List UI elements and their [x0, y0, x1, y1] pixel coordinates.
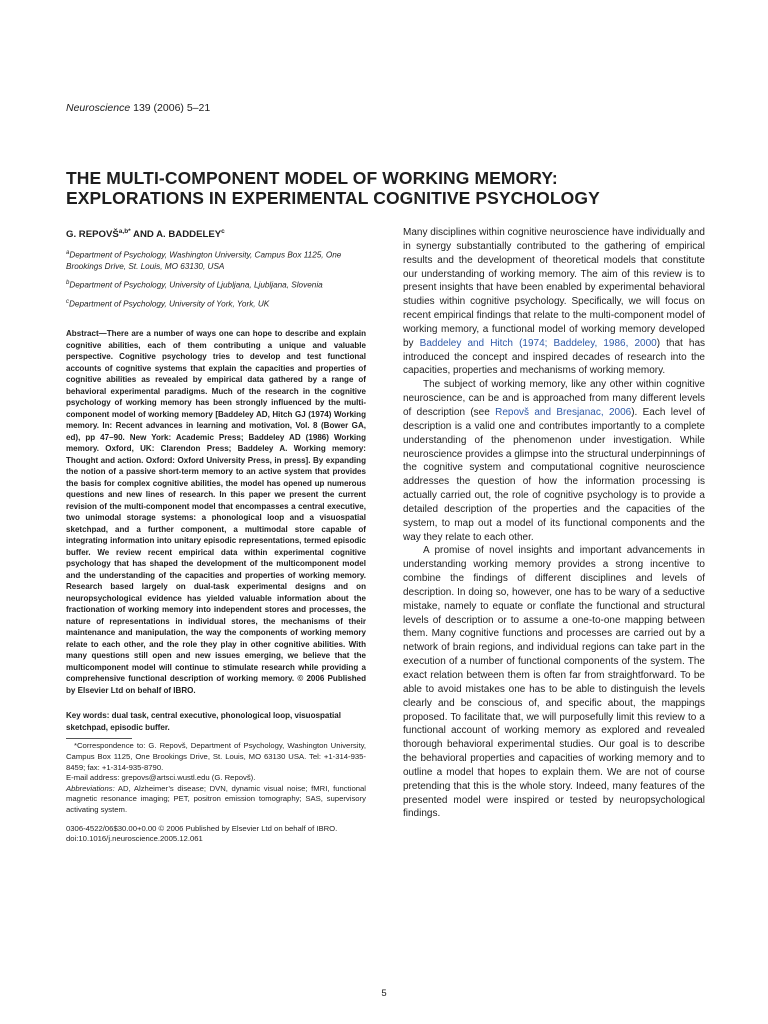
body-paragraph-1: [403, 226, 705, 378]
affiliation-marker: a: [66, 250, 70, 257]
citation-link-repovs-bresjanac-2006[interactable]: Repovš and Bresjanac, 2006: [495, 406, 632, 418]
left-column: [66, 226, 366, 845]
email-note: E-mail address: grepovs@artsci.wustl.edu (G. Repovš).: [66, 773, 256, 783]
journal-citation: [66, 102, 210, 115]
affiliation-marker: c: [66, 298, 69, 305]
citation-link-baddeley-1986-2000[interactable]: Baddeley, 1986, 2000: [553, 337, 657, 349]
affiliation-a: [66, 248, 366, 272]
page-number: 5: [381, 988, 387, 999]
citation-link-baddeley-hitch-1974[interactable]: Baddeley and Hitch (1974;: [419, 337, 548, 349]
journal-name: Neuroscience: [66, 102, 131, 114]
issn-copyright-line: 0306-4522/06$30.00+0.00 © 2006 Published by Elsevier Ltd on behalf of IBRO.: [66, 823, 338, 833]
journal-volume-pages: 139 (2006) 5–21: [133, 102, 211, 114]
footnote-divider: [66, 738, 132, 739]
abbreviations-note: [66, 784, 366, 816]
author-list: [66, 226, 366, 241]
affiliation-b: [66, 278, 366, 291]
author-baddeley: AND A. BADDELEY: [130, 229, 222, 241]
body-paragraph-3: A promise of novel insights and important advancements in understanding working memory provides a strong incentive to combine the findings of different disciplines and levels of description. In doing so, however, one has to be wary of a seductive mistake, namely to equate or conflate the functional and structural levels of description or to assume a one-to-one mapping between them. Many cognitive functions and processes are carried out by a network of brain regions, and individual regions can take part in the execution of a number of functional components of the system. The exact relation between them is often far from straightforward. To be able to avoid mistakes one has to be able to distinguish the levels clearly and be conscious of, and specific about, the mappings proposed. To facilitate that, we will purposefully limit this review to a functional account of working memory as explored and revealed thorough behavioral experimental studies. Our goal is to describe the behavioral properties and capacities of working memory and to outline a model that hopes to explain them. We are not of course pretending that this is the whole story. Indeed, many features of the presented model were inspired or tested by neuropsychological findings.: [403, 545, 705, 820]
right-column: [403, 226, 705, 821]
author-repovs: G. REPOVŠ: [66, 229, 119, 241]
abbreviations-text: AD, Alzheimer’s disease; DVN, dynamic visual noise; fMRI, functional magnetic resonance imaging; PET, positron emission tomography; SAS, supervisory activating system.: [66, 783, 366, 814]
affiliation-text: Department of Psychology, University of Ljubljana, Ljubljana, Slovenia: [69, 280, 323, 290]
affiliation-text: Department of Psychology, University of York, York, UK: [69, 299, 270, 309]
affiliation-text: Department of Psychology, Washington University, Campus Box 1125, One Brookings Drive, St. Louis, MO 63130, USA: [66, 250, 342, 271]
body-paragraph-2: [403, 378, 705, 544]
keywords: Key words: dual task, central executive, phonological loop, visuospatial sketchpad, episodic buffer.: [66, 711, 342, 732]
article-title: [66, 168, 706, 208]
paragraph-text: Many disciplines within cognitive neuroscience have individually and in synergy substantially contributed to the gathering of empirical results and the development of theoretical models that constitute our understanding of working memory. The aim of this review is to present insights that have been enabled by experimental behavioral studies within cognitive psychology. Specifically, we will focus on recent empirical findings that relate to the multi-component model of working memory, a functional model of working memory developed by: [403, 227, 705, 349]
title-line-1: THE MULTI-COMPONENT MODEL OF WORKING MEMORY:: [66, 168, 558, 188]
author-repovs-affiliation-marker: a,b*: [118, 228, 131, 235]
abstract: Abstract—There are a number of ways one can hope to describe and explain cognitive abilities, each of them contributing a unique and valuable perspective. Cognitive psychology tries to develop and test functional accounts of cognitive systems that explain the capacities and properties of cognitive abilities as revealed by empirical data gathered by a range of behavioral experimental paradigms. Much of the research in the cognitive psychology of working memory has been strongly influenced by the multi-component model of working memory [Baddeley AD, Hitch GJ (1974) Working memory. In: Recent advances in learning and motivation, Vol. 8 (Bower GA, ed), pp 47–90. New York: Academic Press; Baddeley AD (1986) Working memory. Oxford, UK: Clarendon Press; Baddeley A. Working memory: Thought and action. Oxford: Oxford University Press, in press]. By expanding the notion of a passive short-term memory to an active system that provides the basis for complex cognitive abilities, the model has opened up numerous questions and new lines of research. In this paper we present the current revision of the multi-component model that encompasses a central executive, two unimodal storage systems: a phonological loop and a visuospatial sketchpad, and a further component, a multimodal store capable of integrating information into unitary episodic representations, termed episodic buffer. We review recent empirical data within experimental cognitive psychology that has shaped the development of the multicomponent model and the understanding of the capacities and properties of working memory. Research based largely on dual-task experimental designs and on neuropsychological evidence has yielded valuable information about the fractionation of working memory into independent stores and processes, the nature of representations in individual stores, the mechanisms of their maintenance and manipulation, the way the components of working memory relate to each other, and the role they play in other cognitive abilities. With many questions still open and new issues emerging, we believe that the multicomponent model will continue to stimulate research while providing a comprehensive functional description of working memory. © 2006 Published by Elsevier Ltd on behalf of IBRO.: [66, 329, 366, 695]
doi-line: doi:10.1016/j.neuroscience.2005.12.061: [66, 834, 203, 844]
author-baddeley-affiliation-marker: c: [221, 228, 225, 235]
paragraph-text: ). Each level of description is a valid one and contributes importantly to a complete understanding of the phenomenon under investigation. While neuroscience provides a glimpse into the structural underpinnings of the cognitive system and computational cognitive neuroscience addresses the question of how the information processing is actually carried out, the role of cognitive psychology is to provide a detailed description of the properties and the capacities of the system, to map out a model of its functional components and the way they relate to each other.: [403, 406, 705, 543]
paragraph-text: ) that has introduced the concept and inspired decades of research into the capacities, properties and mechanisms of working memory.: [403, 337, 706, 377]
abbreviations-label: Abbreviations:: [66, 783, 115, 793]
paragraph-text: The subject of working memory, like any other within cognitive neuroscience, can be and is approached from many different levels of description (see: [403, 379, 705, 418]
correspondence-note: *Correspondence to: G. Repovš, Department of Psychology, Washington University, Campus Box 1125, One Brookings Drive, St. Louis, MO 63130 USA. Tel: +1-314-935-8459; fax: +1-314-935-8790.: [66, 741, 366, 772]
footnotes: [66, 741, 366, 815]
copyright-block: [66, 824, 366, 845]
affiliation-c: [66, 297, 366, 310]
affiliation-marker: b: [66, 279, 70, 286]
title-line-2: EXPLORATIONS IN EXPERIMENTAL COGNITIVE PSYCHOLOGY: [66, 188, 600, 208]
